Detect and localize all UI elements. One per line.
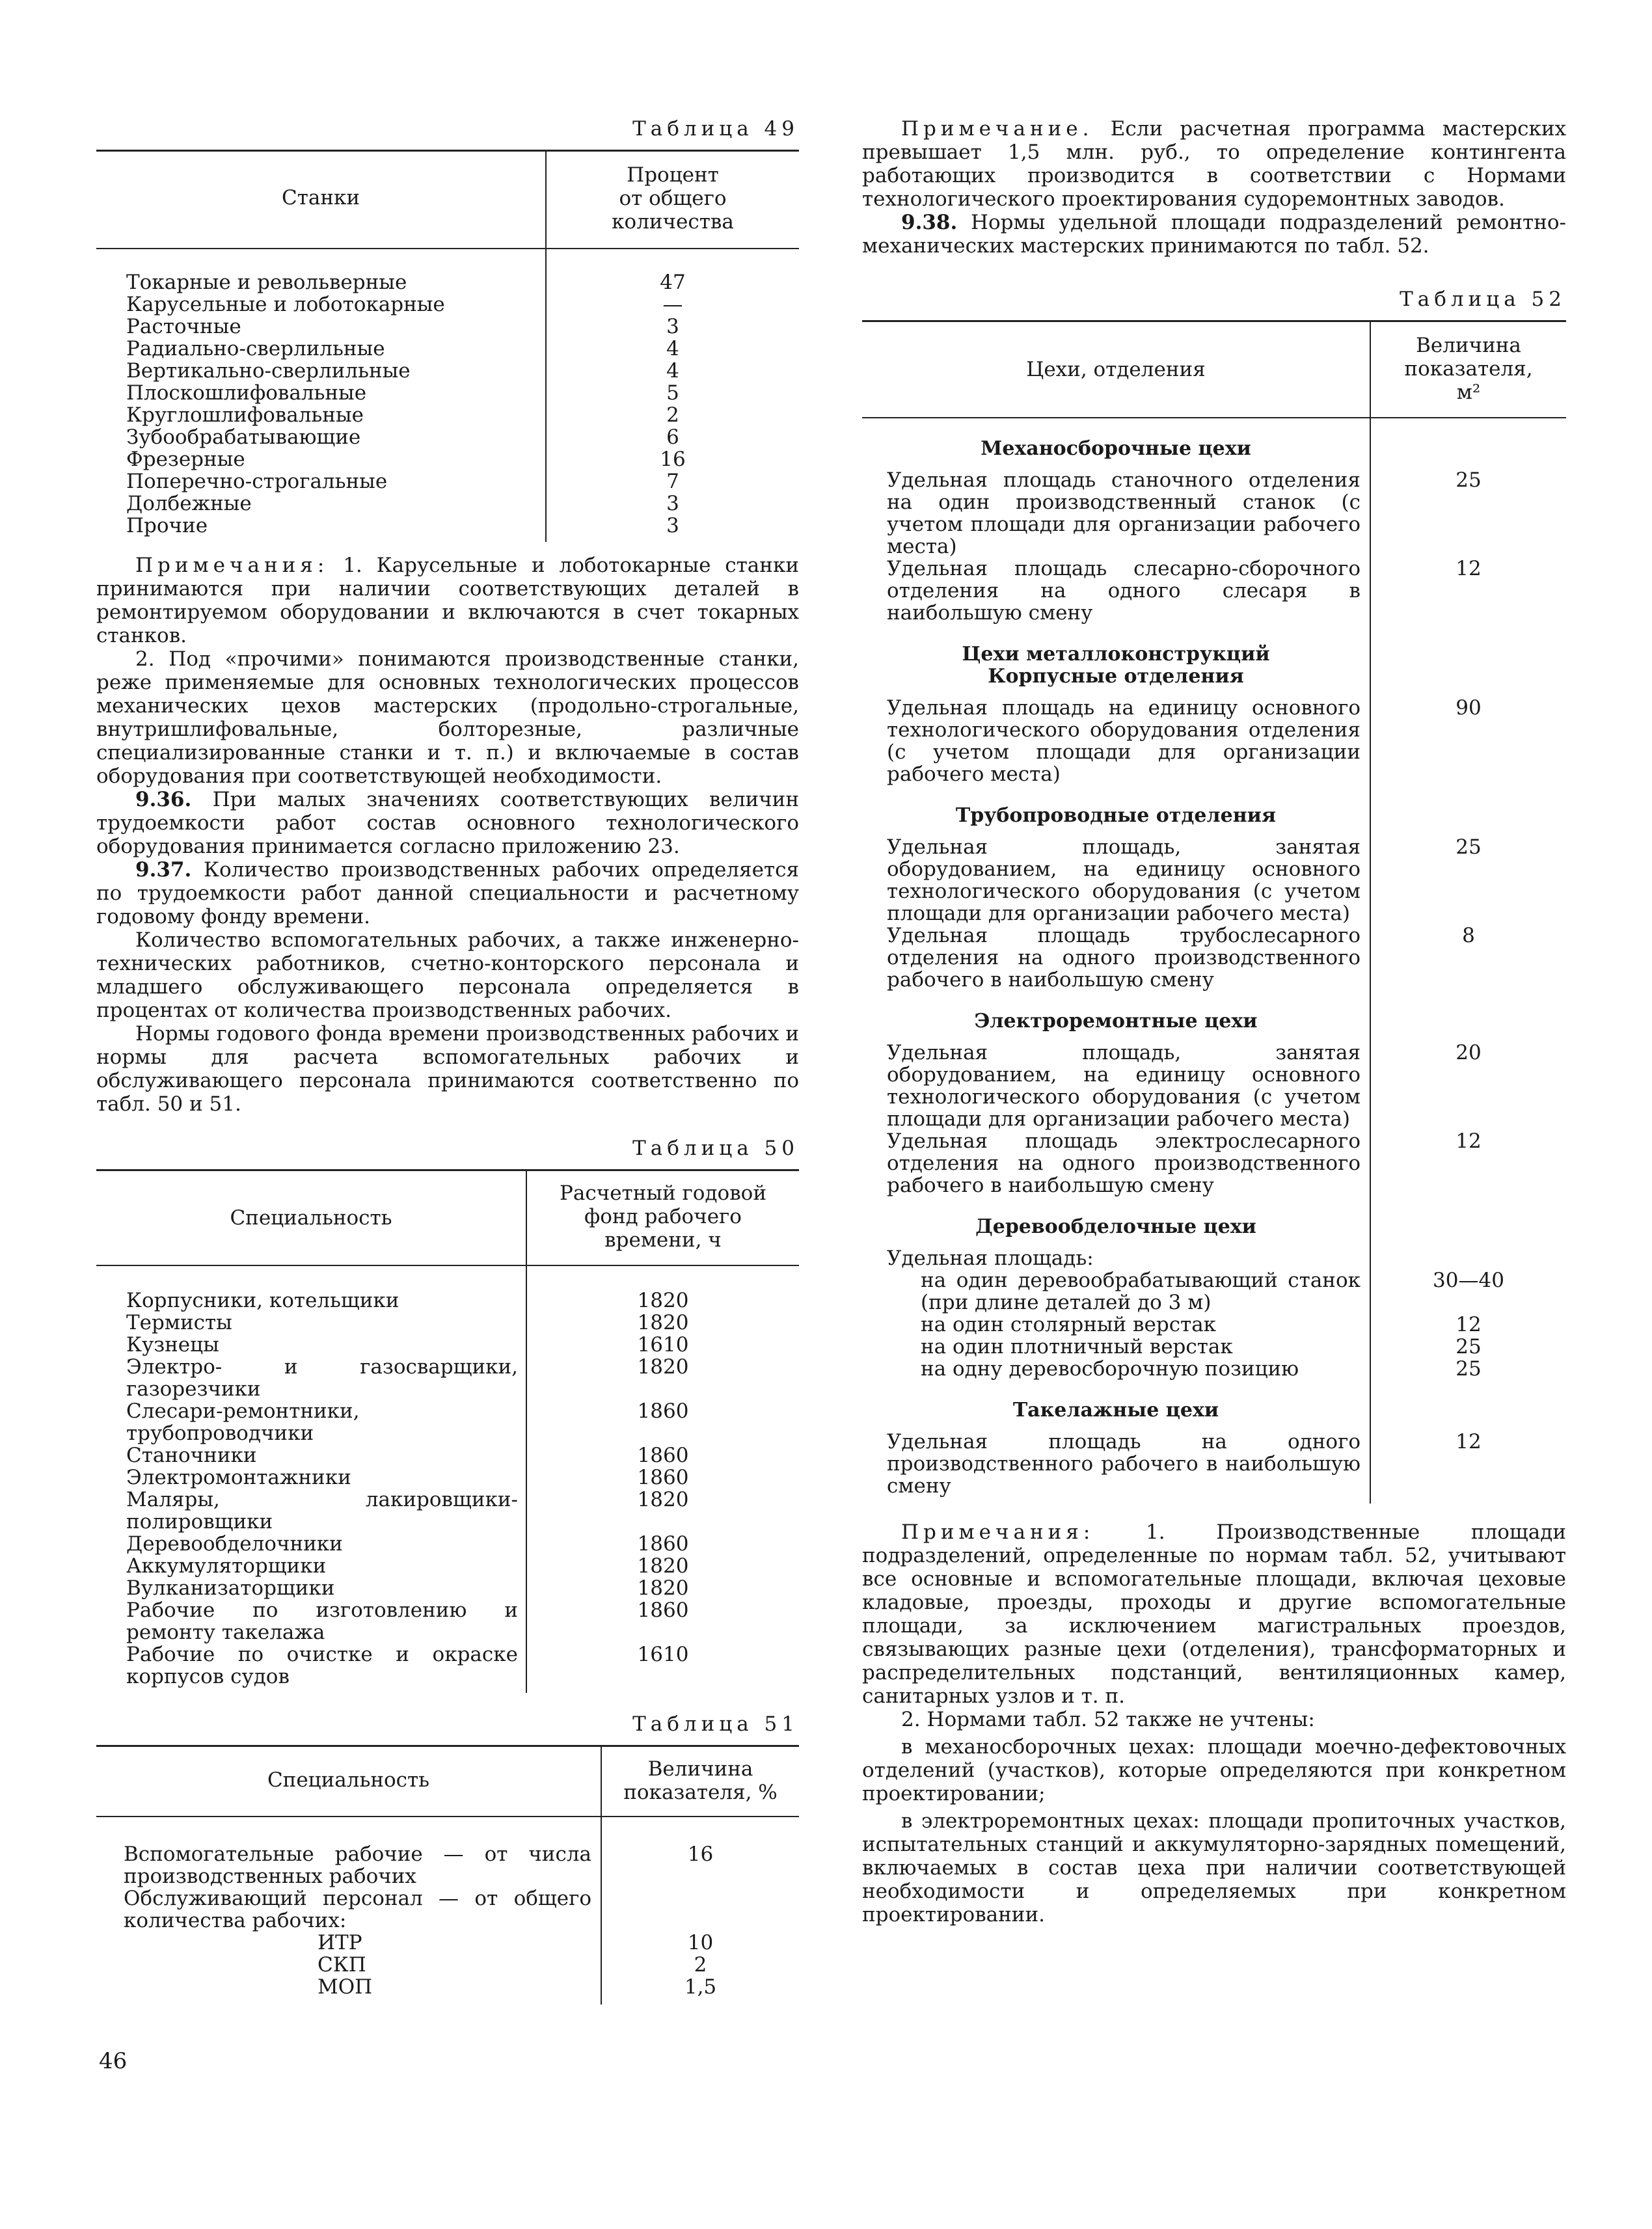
table-row: Удельная площадь станочного отделения на один производственный станок (с учетом площади для организации рабочего места) 25 <box>862 469 1566 558</box>
table-row <box>96 448 799 470</box>
row-label: Деревообделочники <box>126 1532 343 1556</box>
table-row <box>96 360 799 382</box>
table-row: Удельная площадь слесарно-сборочного отделения на одного слесаря в наибольшую смену 12 <box>862 558 1566 624</box>
notes49 <box>96 554 799 1116</box>
table49-body <box>96 249 799 542</box>
row-label: Электромонтажники <box>126 1466 351 1489</box>
table-row: на один плотничный верстак 25 <box>862 1336 1566 1358</box>
table51-header-value: Величина показателя, % <box>601 1746 799 1817</box>
table50-header-fund: Расчетный годовой фонд рабочего времени, ч <box>526 1170 799 1266</box>
page-number: 46 <box>99 2048 128 2074</box>
table-row <box>96 493 799 515</box>
row-label: Рабочие по изготовлению и ремонту такелажа <box>126 1599 518 1644</box>
row-value: 1860 <box>526 1599 799 1643</box>
note52-1: Примечания: 1. Производственные площади подразделений, определенные по нормам табл. 52, учитывают все основные и вспомогательные площади, включая цеховые кладовые, проезды, проходы и другие вспомогательные площади, за исключением магистральных проездов, связывающих разные цехи (отделения), трансформаторных и распределительных подстанций, вентиляционных камер, санитарных узлов и т. п. <box>862 1520 1566 1708</box>
paragraph-9-36: 9.36. При малых значениях соответствующих величин трудоемкости работ состав основного технологического оборудования принимается согласно приложению 23. <box>96 788 799 858</box>
table52-body <box>862 418 1566 1504</box>
row-value: 1610 <box>526 1334 799 1356</box>
note49-1: Примечания: 1. Карусельные и лоботокарные станки принимаются при наличии соответствующих деталей в ремонтируемом оборудовании и включаются в счет токарных станков. <box>96 554 799 647</box>
table-row: СКП 2 <box>96 1954 799 1976</box>
row-label: Прочие <box>126 514 208 537</box>
row-label: Станочники <box>126 1444 257 1467</box>
row-value: 4 <box>546 338 799 360</box>
table-row <box>96 1400 799 1444</box>
table-row: МОП 1,5 <box>96 1976 799 2005</box>
table50-body <box>96 1265 799 1693</box>
row-label: Термисты <box>126 1311 232 1334</box>
row-value: 1860 <box>526 1444 799 1466</box>
table-row: Удельная площадь на единицу основного технологического оборудования отделения (с учетом площади для организации рабочего места) 90 <box>862 697 1566 785</box>
paragraph-aux-workers: Количество вспомогательных рабочих, а также инженерно-технических работников, счетно-конторского персонала и младшего обслуживающего персонала определяется в процентах от количества производственных рабочих. <box>96 928 799 1022</box>
table-row <box>96 382 799 404</box>
section-metal: Цехи металлоконструкций <box>962 643 1270 666</box>
row-label: Расточные <box>126 315 241 338</box>
paragraph-9-38: 9.38. Нормы удельной площади подразделений ремонтно-механических мастерских принимаются по табл. 52. <box>862 211 1566 258</box>
row-value: 1820 <box>526 1312 799 1334</box>
row-label: Радиально-сверлильные <box>126 337 385 360</box>
row-value: 47 <box>546 249 799 293</box>
table-row <box>96 1356 799 1400</box>
table-row <box>96 1643 799 1693</box>
right-column <box>862 117 1566 1926</box>
table-row <box>96 515 799 542</box>
table-row: ИТР 10 <box>96 1932 799 1954</box>
section-wood: Деревообделочные цехи <box>975 1215 1256 1238</box>
table50-header-specialty: Специальность <box>230 1206 392 1230</box>
table-row <box>96 1599 799 1643</box>
table-row <box>96 426 799 448</box>
row-value: 1860 <box>526 1533 799 1555</box>
table-row <box>96 316 799 338</box>
row-value: 5 <box>546 382 799 404</box>
table-row <box>96 1444 799 1466</box>
table-row: Удельная площадь: <box>862 1247 1566 1269</box>
row-value: 3 <box>546 515 799 542</box>
row-value: 3 <box>546 316 799 338</box>
table51-body <box>96 1817 799 2005</box>
table-row <box>96 249 799 293</box>
row-value: 3 <box>546 493 799 515</box>
row-value: 1860 <box>526 1400 799 1444</box>
table-row <box>96 338 799 360</box>
row-label: Электро- и газосварщики, газорезчики <box>126 1355 518 1401</box>
table-row <box>96 1577 799 1599</box>
row-label: Корпусники, котельщики <box>126 1289 399 1312</box>
row-label: Поперечно-строгальные <box>126 470 388 493</box>
row-label: Круглошлифовальные <box>126 403 364 427</box>
table50-caption: Таблица 50 <box>632 1137 799 1160</box>
row-value: 6 <box>546 426 799 448</box>
table49 <box>96 150 799 542</box>
table-row: на один деревообрабатывающий станок (при длине деталей до 3 м) 30—40 <box>862 1269 1566 1314</box>
row-value: — <box>546 293 799 316</box>
table-row <box>96 1334 799 1356</box>
table-row <box>96 1555 799 1577</box>
table-row: Обслуживающий персонал — от общего количества рабочих: <box>96 1887 799 1932</box>
section-hull: Корпусные отделения <box>988 665 1244 688</box>
paragraph-9-37: 9.37. Количество производственных рабочих определяется по трудоемкости работ данной специальности и расчетному годовому фонду времени. <box>96 858 799 928</box>
row-label: Слесари-ремонтники, трубопроводчики <box>126 1399 360 1445</box>
row-label: Аккумуляторщики <box>126 1554 327 1578</box>
paragraph-norms: Нормы годового фонда времени производственных рабочих и нормы для расчета вспомогательных рабочих и обслуживающего персонала принимаются соответственно по табл. 50 и 51. <box>96 1022 799 1116</box>
row-value: 1820 <box>526 1555 799 1577</box>
table-row <box>96 1466 799 1489</box>
table52-header-shops: Цехи, отделения <box>1026 358 1206 381</box>
table-row: на одну деревосборочную позицию 25 <box>862 1358 1566 1380</box>
row-value: 16 <box>546 448 799 470</box>
row-label: Кузнецы <box>126 1333 219 1357</box>
row-label: Вулканизаторщики <box>126 1576 335 1600</box>
row-value: 1860 <box>526 1466 799 1489</box>
table49-header-percent: Процент от общего количества <box>546 151 799 249</box>
row-label: Токарные и револьверные <box>126 271 407 294</box>
table-row <box>96 1489 799 1533</box>
table49-caption: Таблица 49 <box>632 117 799 141</box>
table51-header-specialty: Специальность <box>267 1768 430 1792</box>
table-row: Вспомогательные рабочие — от числа производственных рабочих 16 <box>96 1817 799 1887</box>
table-row <box>96 404 799 426</box>
row-value: 1820 <box>526 1356 799 1400</box>
row-value: 4 <box>546 360 799 382</box>
note52-2: 2. Нормами табл. 52 также не учтены: <box>901 1708 1315 1731</box>
table51-caption: Таблица 51 <box>632 1712 799 1736</box>
row-label: Карусельные и лоботокарные <box>126 293 445 316</box>
table-row: на один столярный верстак 12 <box>862 1314 1566 1336</box>
table-row: Удельная площадь, занятая оборудованием, на единицу основного технологического оборудования (с учетом площади для организации рабочего места) 25 <box>862 836 1566 925</box>
right-note: Примечание. Если расчетная программа мастерских превышает 1,5 млн. руб., то определение контингента работающих производится в соответствии с Нормами технологического проектирования судоремонтных заводов. <box>862 117 1566 211</box>
row-label: Долбежные <box>126 492 252 515</box>
table49-header-machines: Станки <box>281 186 360 209</box>
table-row: Удельная площадь трубослесарного отделения на одного производственного рабочего в наибольшую смену 8 <box>862 925 1566 991</box>
row-label: Фрезерные <box>126 448 245 471</box>
row-label: Маляры, лакировщики-полировщики <box>126 1488 518 1533</box>
table50 <box>96 1169 799 1693</box>
left-column <box>96 117 799 2005</box>
table52-caption: Таблица 52 <box>1400 288 1566 311</box>
table-row: Удельная площадь на одного производственного рабочего в наибольшую смену 12 <box>862 1431 1566 1504</box>
table-row: Удельная площадь, занятая оборудованием, на единицу основного технологического оборудования (с учетом площади для организации рабочего места) 20 <box>862 1042 1566 1130</box>
table-row <box>96 470 799 493</box>
table-row <box>96 1265 799 1312</box>
table-row <box>96 293 799 316</box>
note52-2a: в механосборочных цехах: площади моечно-дефектовочных отделений (участков), которые определяются при конкретном проектировании; <box>862 1735 1566 1805</box>
table52-header-value: Величина показателя, м² <box>1370 321 1566 418</box>
row-value: 1820 <box>526 1489 799 1533</box>
row-label: Рабочие по очистке и окраске корпусов судов <box>126 1643 518 1688</box>
row-value: 1610 <box>526 1643 799 1693</box>
section-rigging: Такелажные цехи <box>1012 1399 1219 1422</box>
row-label: Плоскошлифовальные <box>126 381 367 405</box>
section-pipe: Трубопроводные отделения <box>955 804 1277 827</box>
row-value: 2 <box>546 404 799 426</box>
table52 <box>862 320 1566 1504</box>
table-row: Удельная площадь электрослесарного отделения на одного производственного рабочего в наибольшую смену 12 <box>862 1130 1566 1196</box>
row-value: 1820 <box>526 1577 799 1599</box>
table-row <box>96 1533 799 1555</box>
row-label: Вертикально-сверлильные <box>126 359 411 383</box>
table51 <box>96 1745 799 2005</box>
note49-2: 2. Под «прочими» понимаются производственные станки, реже применяемые для основных технологических процессов механических цехов мастерских (продольно-строгальные, внутришлифовальные, болторезные, различные специализированные станки и т. п.) и включаемые в состав оборудования при соответствующей необходимости. <box>96 647 799 788</box>
section-mech: Механосборочные цехи <box>981 437 1251 460</box>
section-electro: Электроремонтные цехи <box>974 1010 1258 1033</box>
row-label: Зубообрабатывающие <box>126 426 361 449</box>
row-value: 1820 <box>526 1265 799 1312</box>
note52-2b: в электроремонтных цехах: площади пропиточных участков, испытательных станций и аккумуляторно-зарядных помещений, включаемых в состав цеха при наличии соответствующей необходимости и определяемых при конкретном проектировании. <box>862 1809 1566 1926</box>
row-value: 7 <box>546 470 799 493</box>
table-row <box>96 1312 799 1334</box>
notes52 <box>862 1520 1566 1926</box>
